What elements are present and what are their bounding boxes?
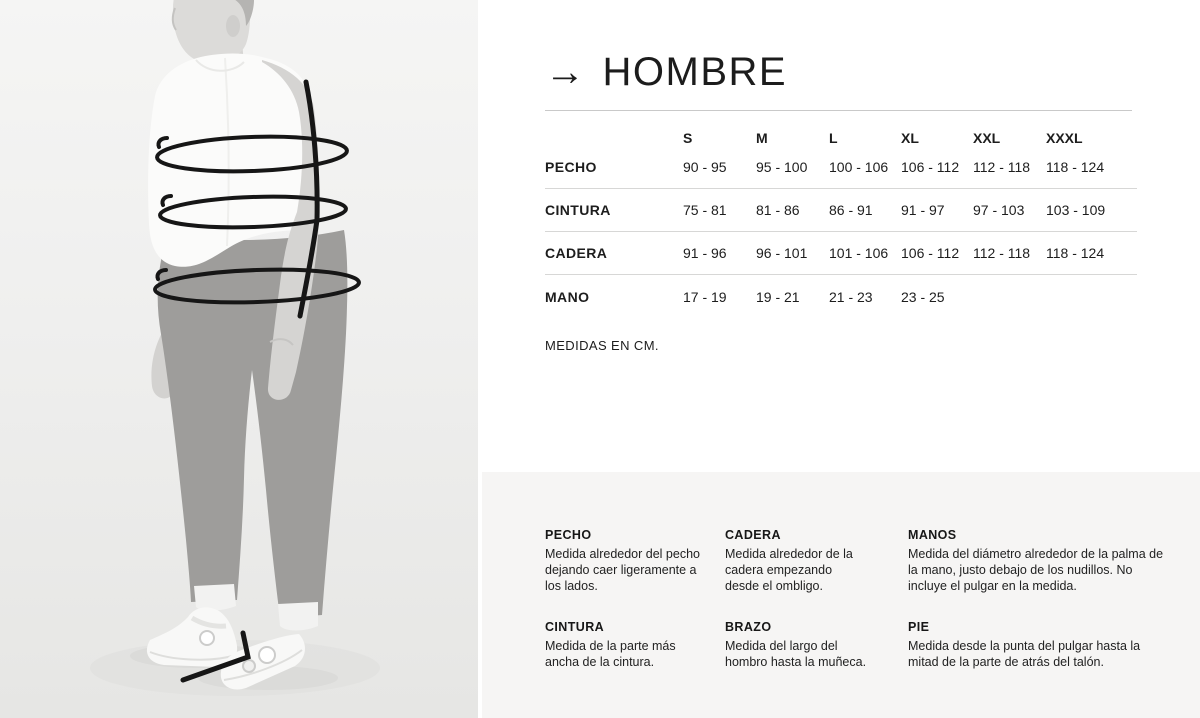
definition-term: MANOS — [908, 528, 957, 542]
definition-cintura — [545, 620, 700, 670]
cell: 21 - 23 — [829, 288, 873, 305]
definition-term: PECHO — [545, 528, 592, 542]
table-row-cadera — [545, 232, 1137, 275]
title-divider — [545, 110, 1132, 111]
definition-term: CADERA — [725, 528, 781, 542]
cell: 81 - 86 — [756, 202, 800, 218]
size-col-header-xxl: XXL — [973, 130, 1001, 146]
model-photo — [0, 0, 478, 718]
definition-text: Medida alrededor de la cadera empezando desde el ombligo. — [725, 547, 853, 593]
row-label-pecho: PECHO — [545, 159, 597, 175]
definition-text: Medida del largo del hombro hasta la muñeca. — [725, 639, 867, 669]
units-note: MEDIDAS EN CM. — [545, 338, 659, 353]
size-col-header-l: L — [829, 130, 838, 146]
cell: 96 - 101 — [756, 245, 808, 261]
cell: 103 - 109 — [1046, 202, 1106, 218]
sock — [194, 584, 236, 611]
row-label-cadera: CADERA — [545, 245, 608, 261]
definition-cadera — [725, 528, 853, 594]
row-label-mano: MANO — [545, 288, 590, 305]
size-table — [545, 123, 1137, 318]
cell: 112 - 118 — [973, 245, 1031, 261]
definition-brazo — [725, 620, 875, 670]
definition-manos — [908, 528, 1170, 594]
sock — [278, 602, 318, 631]
cell: 19 - 21 — [756, 288, 800, 305]
definition-text: Medida desde la punta del pulgar hasta la mitad de la parte de atrás del talón. — [908, 639, 1141, 669]
page-title — [545, 50, 787, 94]
cell: 106 - 112 — [901, 245, 960, 261]
cell: 97 - 103 — [973, 202, 1025, 218]
cell: 90 - 95 — [683, 159, 727, 175]
definition-text: Medida del diámetro alrededor de la palma de la mano, justo debajo de los nudillos. No incluye el pulgar en la medida. — [908, 547, 1164, 593]
definition-term: BRAZO — [725, 620, 772, 634]
size-col-header-m: M — [756, 130, 768, 146]
size-col-header-s: S — [683, 130, 693, 146]
model-figure-illustration — [0, 0, 478, 718]
bib-tights — [158, 230, 348, 618]
cell: 101 - 106 — [829, 245, 889, 261]
cell: 118 - 124 — [1046, 245, 1105, 261]
page-title-text: HOMBRE — [602, 50, 788, 94]
definition-text: Medida alrededor del pecho dejando caer ligeramente a los lados. — [545, 547, 700, 593]
definition-pie — [908, 620, 1154, 670]
table-row-pecho — [545, 146, 1137, 189]
cell: 17 - 19 — [683, 288, 727, 305]
shoe-dial — [200, 631, 214, 645]
size-col-header-xl: XL — [901, 130, 919, 146]
cell: 106 - 112 — [901, 159, 960, 175]
cell: 23 - 25 — [901, 288, 945, 305]
cell: 91 - 96 — [683, 245, 727, 261]
definitions-panel — [482, 472, 1200, 718]
size-col-header-xxxl: XXXL — [1046, 130, 1083, 146]
ear — [226, 15, 240, 37]
cell: 100 - 106 — [829, 159, 889, 175]
cell: 112 - 118 — [973, 159, 1031, 175]
cell: 86 - 91 — [829, 202, 873, 218]
shoe-dial — [259, 647, 275, 663]
table-row-mano — [545, 275, 1137, 318]
definition-term: PIE — [908, 620, 930, 634]
cell: 95 - 100 — [756, 159, 808, 175]
definition-pecho — [545, 528, 700, 594]
definition-text: Medida de la parte más ancha de la cintura. — [545, 639, 676, 669]
arrow-right-icon: → — [545, 50, 587, 94]
cell: 91 - 97 — [901, 202, 945, 218]
cell: 118 - 124 — [1046, 159, 1105, 175]
table-row-cintura — [545, 189, 1137, 232]
definition-term: CINTURA — [545, 620, 605, 634]
row-label-cintura: CINTURA — [545, 202, 611, 218]
shoe-dial — [243, 660, 255, 672]
size-table-header-row — [545, 123, 1137, 146]
cell: 75 - 81 — [683, 202, 727, 218]
